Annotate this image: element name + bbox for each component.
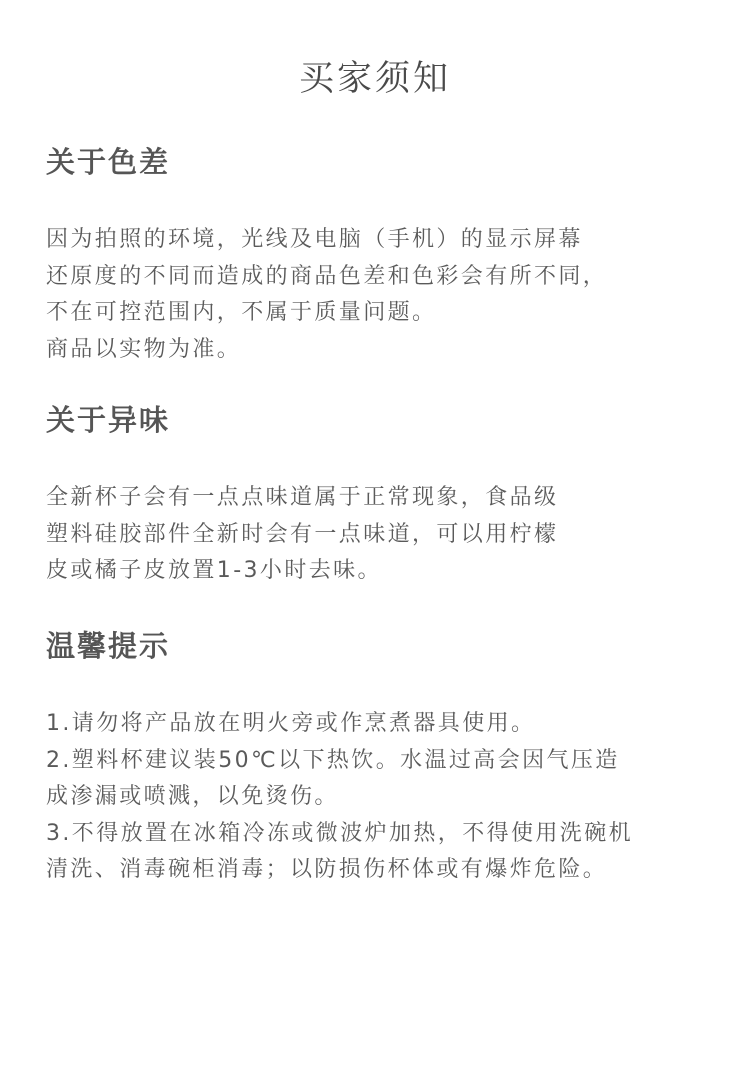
body-line: 1.请勿将产品放在明火旁或作烹煮器具使用。: [46, 711, 536, 736]
section-tips: [46, 626, 726, 889]
body-line: 2.塑料杯建议装50℃以下热饮。水温过高会因气压造: [46, 747, 620, 773]
body-line: 还原度的不同而造成的商品色差和色彩会有所不同，: [46, 263, 608, 289]
section-heading: 温馨提示: [46, 629, 171, 663]
body-line: 塑料硅胶部件全新时会有一点味道，可以用柠檬: [46, 521, 559, 547]
body-line: 不在可控范围内，不属于质量问题。: [46, 300, 437, 325]
body-line: 皮或橘子皮放置1-3小时去味。: [46, 558, 382, 583]
section-body: [46, 222, 726, 368]
section-body: [46, 706, 726, 889]
section-body: [46, 480, 726, 590]
section-heading: 关于色差: [46, 145, 171, 179]
page-title: 买家须知: [298, 59, 451, 99]
section-color-difference: [46, 142, 726, 368]
body-line: 商品以实物为准。: [46, 336, 242, 362]
body-line: 清洗、消毒碗柜消毒；以防损伤杯体或有爆炸危险。: [46, 857, 608, 882]
body-line: 全新杯子会有一点点味道属于正常现象，食品级: [46, 485, 559, 510]
section-odor: [46, 400, 726, 590]
body-line: 3.不得放置在冰箱冷冻或微波炉加热，不得使用洗碗机: [46, 820, 633, 846]
body-line: 因为拍照的环境，光线及电脑（手机）的显示屏幕: [46, 227, 583, 252]
body-line: 成渗漏或喷溅，以免烫伤。: [46, 784, 339, 809]
section-heading: 关于异味: [46, 403, 171, 437]
